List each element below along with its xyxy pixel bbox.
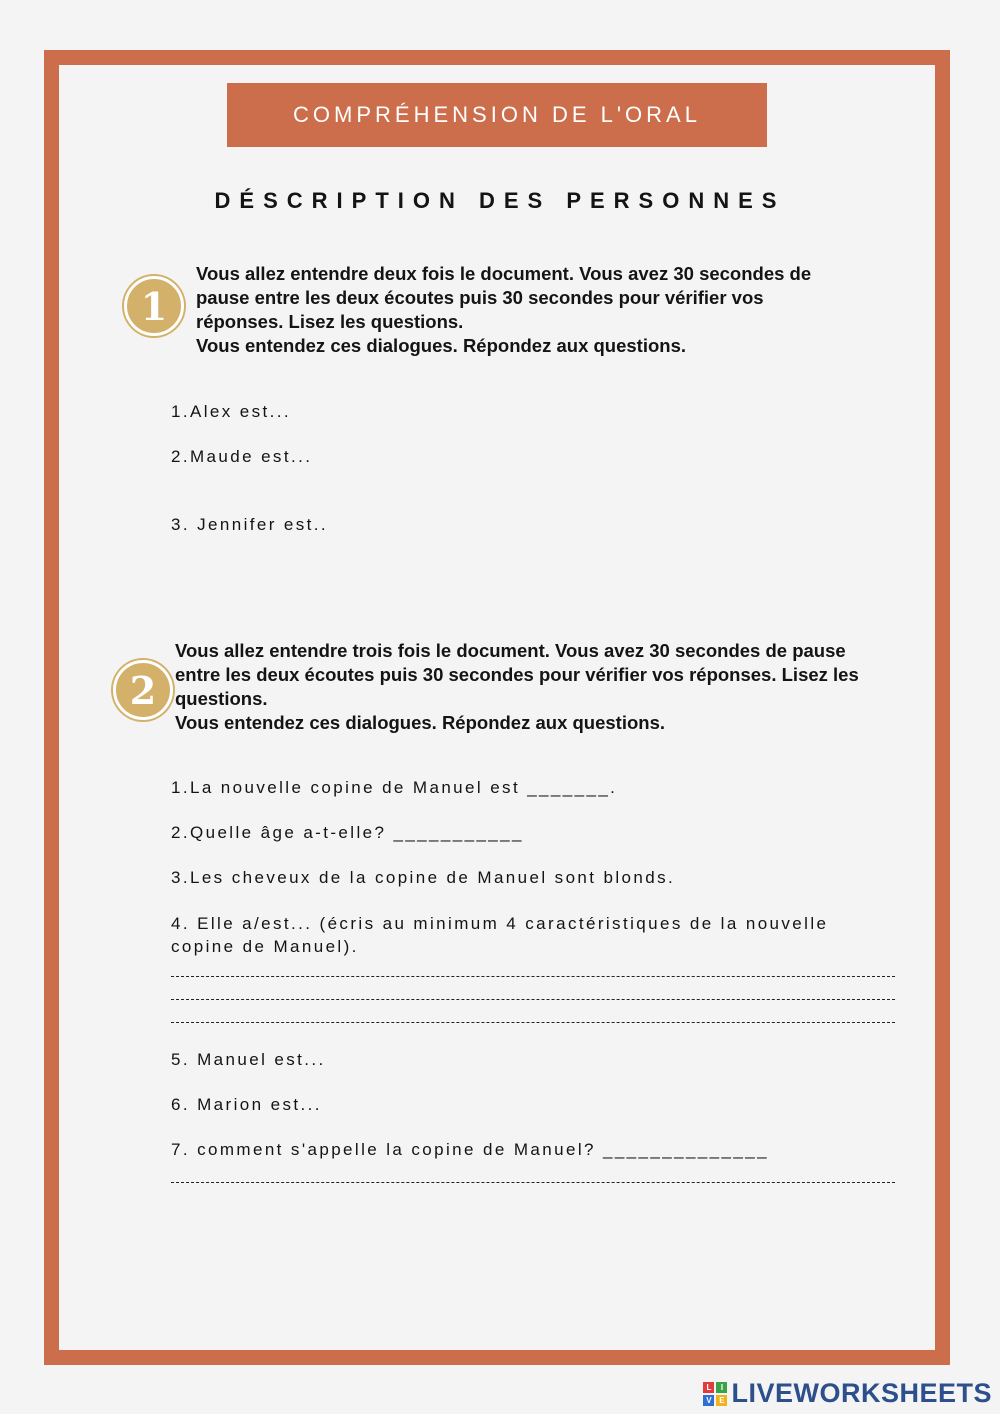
section-2-instruction-text: Vous allez entendre trois fois le document. Vous avez 30 secondes de pause entre les deux écoutes puis 30 secondes pour vérifier vos réponses. Lisez les questions. — [175, 640, 859, 709]
question-s2-7: 7. comment s'appelle la copine de Manuel? ______________ — [171, 1140, 769, 1159]
section-1-instruction-text: Vous allez entendre deux fois le document. Vous avez 30 secondes de pause entre les deux écoutes puis 30 secondes pour vérifier vos réponses. Lisez les questions. — [196, 263, 812, 332]
section-2-instructions — [175, 639, 880, 735]
logo-letter: I — [716, 1382, 727, 1393]
liveworksheets-logo-icon — [703, 1382, 727, 1406]
question-s1-1: 1.Alex est... — [171, 402, 292, 421]
section-1-instructions — [196, 262, 836, 358]
section-2-badge: 2 — [113, 660, 173, 720]
answer-line[interactable] — [171, 1022, 895, 1023]
section-1-instruction-text: Vous entendez ces dialogues. Répondez aux questions. — [196, 335, 687, 356]
page-subtitle: DÉSCRIPTION DES PERSONNES — [214, 188, 786, 213]
question-s2-5: 5. Manuel est... — [171, 1050, 326, 1069]
logo-letter: V — [703, 1395, 714, 1406]
question-s2-4: 4. Elle a/est... (écris au minimum 4 caractéristiques de la nouvelle copine de Manuel). — [171, 914, 829, 956]
question-s2-3: 3.Les cheveux de la copine de Manuel sont blonds. — [171, 868, 676, 887]
liveworksheets-watermark — [703, 1378, 992, 1409]
title-banner — [227, 83, 767, 147]
watermark-text: LIVEWORKSHEETS — [731, 1378, 992, 1408]
question-s2-1: 1.La nouvelle copine de Manuel est _______. — [171, 778, 618, 797]
answer-line[interactable] — [171, 1182, 895, 1183]
question-s2-2: 2.Quelle âge a-t-elle? ___________ — [171, 823, 524, 842]
section-2-instruction-text: Vous entendez ces dialogues. Répondez aux questions. — [175, 712, 666, 733]
question-s1-3: 3. Jennifer est.. — [171, 515, 329, 534]
page-title: COMPRÉHENSION DE L'ORAL — [293, 102, 701, 127]
section-1-badge: 1 — [124, 276, 184, 336]
answer-line[interactable] — [171, 976, 895, 977]
answer-line[interactable] — [171, 999, 895, 1000]
question-s2-6: 6. Marion est... — [171, 1095, 322, 1114]
question-s1-2: 2.Maude est... — [171, 447, 313, 466]
logo-letter: L — [703, 1382, 714, 1393]
logo-letter: E — [716, 1395, 727, 1406]
